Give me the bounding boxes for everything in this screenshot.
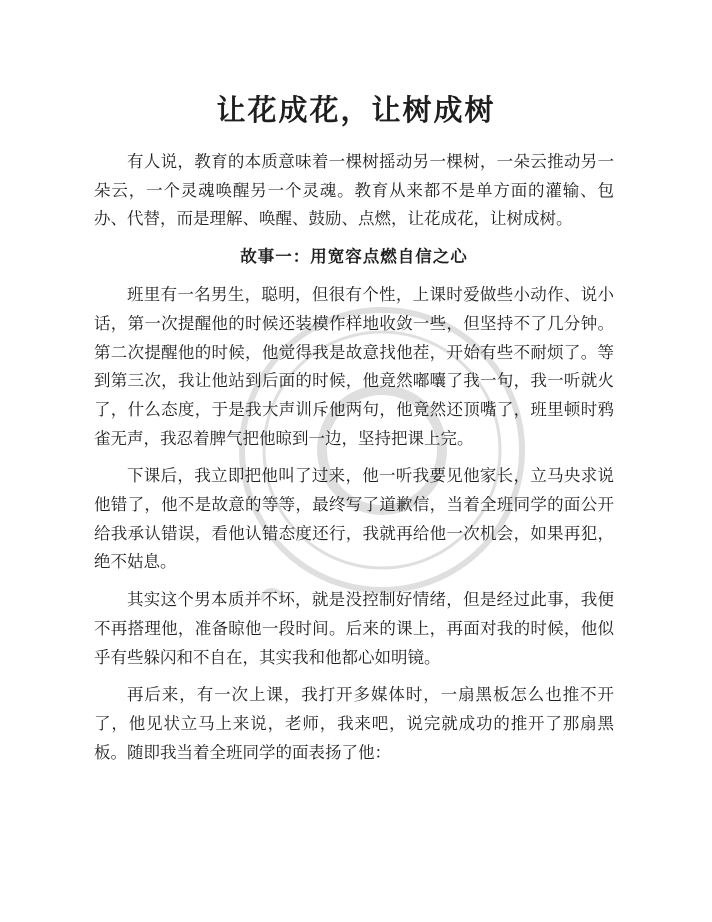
body-paragraph: 再后来，有一次上课，我打开多媒体时，一扇黑板怎么也推不开了，他见状立马上来说，老师，我来吧，说完就成功的推开了那扇黑板。随即我当着全班同学的面表扬了他： — [94, 685, 614, 762]
intro-paragraph: 有人说，教育的本质意味着一棵树摇动另一棵树，一朵云推动另一朵云，一个灵魂唤醒另一个灵魂。教育从来都不是单方面的灌输、包办、代替，而是理解、唤醒、鼓励、点燃，让花成花，让树成树。 — [94, 152, 614, 229]
body-paragraph: 其实这个男本质并不坏，就是没控制好情绪，但是经过此事，我便不再搭理他，准备晾他一段时间。后来的课上，再面对我的时候，他似乎有些躲闪和不自在，其实我和他都心如明镜。 — [94, 590, 614, 667]
body-paragraph: 下课后，我立即把他叫了过来，他一听我要见他家长，立马央求说他错了，他不是故意的等等，最终写了道歉信，当着全班同学的面公开给我承认错误，看他认错态度还行，我就再给他一次机会，如果再犯，绝不姑息。 — [94, 466, 614, 572]
document-body — [94, 148, 614, 776]
page-title: 让花成花，让树成树 — [216, 93, 496, 127]
section-heading: 故事一：用宽容点燃自信之心 — [240, 247, 468, 267]
body-paragraph: 班里有一名男生，聪明，但很有个性，上课时爱做些小动作、说小话，第一次提醒他的时候还装模作样地收敛一些，但坚持不了几分钟。第二次提醒他的时候，他觉得我是故意找他茬，开始有些不耐烦了。等到第三次，我让他站到后面的时候，他竟然嘟囔了我一句，我一听就火了，什么态度，于是我大声训斥他两句，他竟然还顶嘴了，班里顿时鸦雀无声，我忍着脾气把他晾到一边，坚持把课上完。 — [94, 285, 614, 448]
